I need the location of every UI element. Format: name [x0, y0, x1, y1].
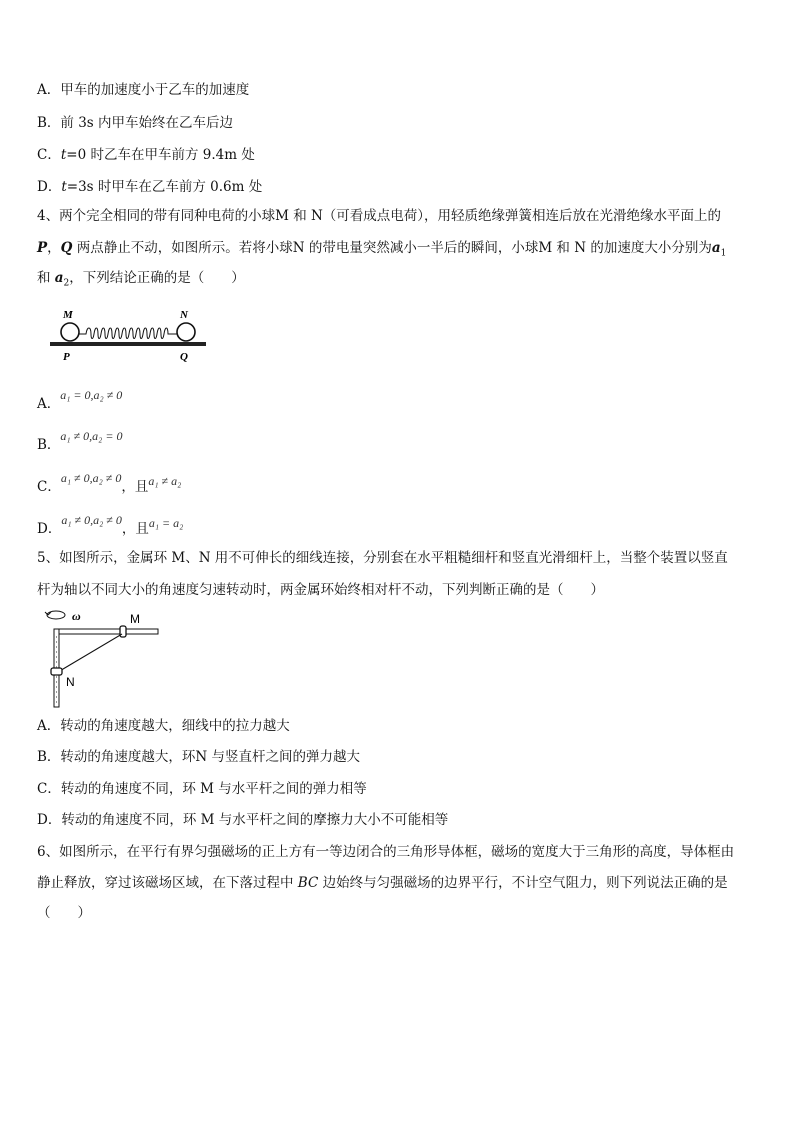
horizontal-rod [54, 629, 158, 634]
separator: ， [47, 240, 61, 256]
q5-option-d [37, 810, 448, 830]
option-text: 转动的角速度不同，环 M 与水平杆之间的弹力相等 [60, 781, 367, 797]
ball-m [61, 323, 79, 341]
option-math: a₁ = 0,a₂ ≠ 0 [60, 388, 123, 402]
option-text: 转动的角速度不同，环 M 与水平杆之间的摩擦力大小不可能相等 [61, 812, 449, 828]
option-label: C． [37, 781, 61, 797]
q3-option-a [37, 80, 249, 100]
label-p: P [63, 351, 70, 363]
q6-text: 边始终与匀强磁场的边界平行，不计空气阻力，则下列说法正确的是 [318, 875, 728, 891]
ground-hatch [50, 342, 206, 346]
sub-2: 2 [63, 278, 70, 289]
label-n: N [66, 675, 75, 689]
q4-spring-figure [46, 305, 211, 367]
option-text: =0 时乙车在甲车前方 9.4m 处 [66, 147, 255, 163]
q6-stem-line2 [37, 873, 728, 893]
option-label: D． [37, 179, 62, 195]
q4-stem-line2 [37, 238, 726, 264]
option-label: B． [37, 115, 61, 131]
q5-option-a [37, 716, 290, 736]
ring-m [120, 626, 126, 637]
q4-option-d [37, 515, 183, 535]
label-m: M [130, 612, 140, 626]
option-math-2: a₁ ≠ a₂ [148, 474, 182, 488]
q3-option-d [37, 177, 262, 197]
q4-stem-line3 [37, 268, 245, 294]
option-math-2: a₁ = a₂ [148, 516, 184, 530]
q5-option-c [37, 779, 367, 799]
rotation-arrow-icon [47, 611, 65, 619]
q4-text: 和 [37, 270, 55, 286]
label-q: Q [180, 351, 188, 363]
option-math: a₁ ≠ 0,a₂ ≠ 0 [60, 471, 122, 485]
ball-n [177, 323, 195, 341]
point-p: P [37, 240, 48, 256]
answer-blank: （ ） [37, 905, 91, 921]
option-label: A． [37, 82, 61, 98]
edge-bc: BC [297, 875, 319, 891]
q5-stem-line1 [37, 548, 728, 568]
spring [79, 328, 177, 339]
q4-stem-line1 [37, 206, 721, 226]
q6-stem-line1 [37, 842, 734, 862]
q5-stem-line2 [37, 580, 604, 600]
option-label: A． [37, 396, 61, 412]
q5-option-b [37, 747, 360, 767]
option-label: C． [37, 147, 61, 163]
q6-text: 静止释放，穿过该磁场区域，在下落过程中 [37, 875, 298, 891]
var-a1: a [711, 240, 721, 256]
option-text: =3s 时甲车在乙车前方 0.6m 处 [66, 179, 263, 195]
option-label: B． [37, 437, 61, 453]
option-suffix: ，且 [121, 521, 149, 537]
q4-option-b [37, 431, 122, 451]
option-label: C． [37, 479, 61, 495]
option-text: 甲车的加速度小于乙车的加速度 [60, 82, 250, 98]
q6-text: 6、如图所示，在平行有界匀强磁场的正上方有一等边闭合的三角形导体框，磁场的宽度大于三角形的高度，导体框由 [37, 844, 735, 860]
q4-text: 4、两个完全相同的带有同种电荷的小球M 和 N（可看成点电荷），用轻质绝缘弹簧相连后放在光滑绝缘水平面上的 [37, 208, 722, 224]
option-label: D． [37, 521, 62, 537]
option-suffix: ，且 [121, 479, 149, 495]
sub-1: 1 [720, 248, 727, 259]
option-math: a₁ ≠ 0,a₂ = 0 [60, 429, 123, 443]
label-m: M [63, 309, 73, 321]
option-text: 前 3s 内甲车始终在乙车后边 [60, 115, 234, 131]
option-label: A． [37, 718, 61, 734]
option-label: D． [37, 812, 62, 828]
q5-rotation-figure [40, 606, 170, 710]
point-q: Q [60, 240, 73, 256]
option-math: a₁ ≠ 0,a₂ ≠ 0 [61, 513, 122, 527]
q4-text: ，下列结论正确的是（ ） [69, 270, 245, 286]
q3-option-c [37, 145, 255, 165]
label-n: N [180, 309, 188, 321]
q3-option-b [37, 113, 233, 133]
q4-text: 两点静止不动，如图所示。若将小球N 的带电量突然减小一半后的瞬间，小球M 和 N 的加速度大小分别为 [72, 240, 712, 256]
option-var: t [60, 147, 67, 163]
option-var: t [61, 179, 67, 195]
var-a2: a [54, 270, 64, 286]
q5-text: 杆为轴以不同大小的角速度匀速转动时，两金属环始终相对杆不动，下列判断正确的是（ ） [37, 582, 604, 598]
q5-text: 5、如图所示，金属环 M、N 用不可伸长的细线连接，分别套在水平粗糙细杆和竖直光滑细杆上，当整个装置以竖直 [37, 550, 728, 566]
option-text: 转动的角速度越大，细线中的拉力越大 [60, 718, 290, 734]
ring-n [51, 668, 62, 675]
q6-stem-line3 [37, 903, 91, 923]
label-omega: ω [72, 609, 81, 623]
q4-option-a [37, 390, 122, 410]
option-label: B． [37, 749, 61, 765]
string [58, 634, 122, 672]
q4-option-c [37, 473, 181, 493]
option-text: 转动的角速度越大，环N 与竖直杆之间的弹力越大 [60, 749, 361, 765]
